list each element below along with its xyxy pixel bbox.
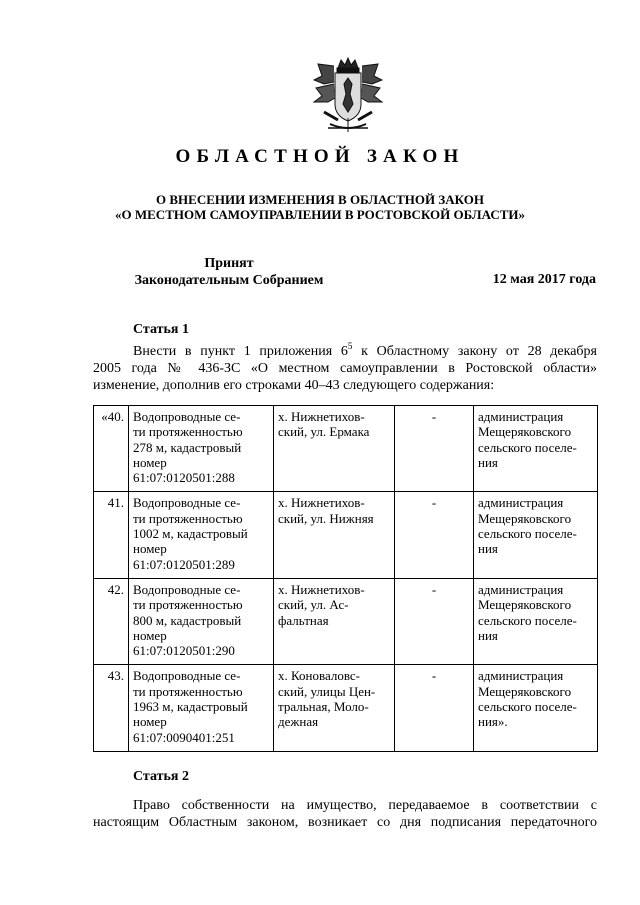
adoption-date: 12 мая 2017 года: [492, 272, 596, 287]
object-description-cell: [129, 665, 274, 751]
article-1-line-3: изменение, дополнив его строками 40–43 следующего содержания:: [93, 378, 495, 393]
dash-cell: -: [395, 406, 474, 492]
owner-line: Мещеряковского: [478, 683, 572, 699]
object-description-cell: [129, 578, 274, 664]
adopted-by: Законодательным Собранием: [134, 273, 324, 288]
owner-line: сельского поселе-: [478, 699, 577, 715]
row-number-cell: 43.: [94, 665, 129, 751]
table-row: [94, 492, 598, 578]
owner-line: сельского поселе-: [478, 439, 577, 455]
object-description-line: Водопроводные се-: [133, 409, 241, 424]
address-cell: [274, 406, 395, 492]
address-line: ский, ул. Ас-: [278, 597, 349, 613]
table-row: [94, 406, 598, 492]
dash-cell: -: [395, 492, 474, 578]
adopted-label: Принят: [204, 256, 254, 271]
article-2-line-2: настоящим Областным законом, возникает со дня подписания передаточного: [93, 815, 597, 830]
object-description-line: номер: [133, 454, 167, 470]
address-line: х. Коноваловс-: [278, 668, 360, 684]
owner-cell: [474, 492, 598, 578]
owner-cell: [474, 578, 598, 664]
owner-line: ния: [478, 454, 498, 470]
object-description-line: 61:07:0120501:290: [133, 643, 235, 659]
dash-cell: -: [395, 578, 474, 664]
object-description-line: номер: [133, 714, 167, 730]
object-description-line: 1963 м, кадастровый: [133, 699, 248, 715]
owner-line: ния: [478, 627, 498, 643]
object-description-line: Водопроводные се-: [133, 581, 241, 597]
object-description-line: 61:07:0120501:289: [133, 556, 235, 572]
object-description-line: ти протяженностью: [133, 424, 243, 440]
article-1-line-2: 2005 года № 436-ЗС «О местном самоуправлении в Ростовской области»: [93, 361, 597, 376]
object-description-cell: [129, 492, 274, 578]
owner-cell: [474, 406, 598, 492]
address-line: ский, ул. Ермака: [278, 424, 370, 440]
article-1-text: [93, 343, 597, 394]
table-row: [94, 665, 598, 751]
owner-line: Мещеряковского: [478, 597, 572, 613]
document-subtitle-line1: О ВНЕСЕНИИ ИЗМЕНЕНИЯ В ОБЛАСТНОЙ ЗАКОН: [156, 192, 484, 207]
address-line: фальтная: [278, 612, 329, 628]
owner-line: администрация: [478, 409, 564, 424]
address-line: х. Нижнетихов-: [278, 581, 365, 597]
object-description-line: 278 м, кадастровый: [133, 439, 242, 455]
adoption-block: [94, 255, 364, 289]
object-description-line: номер: [133, 627, 167, 643]
address-cell: [274, 578, 395, 664]
object-description-line: 61:07:0120501:288: [133, 470, 235, 486]
owner-line: ния».: [478, 714, 508, 730]
article-1-line-1: Внести в пункт 1 приложения $6^5$ к Областному закону от 28 декабря: [133, 341, 597, 359]
document-title: ОБЛАСТНОЙ ЗАКОН: [175, 146, 465, 167]
article-2-line-1: Право собственности на имущество, передаваемое в соответствии с: [133, 798, 597, 813]
object-description-line: Водопроводные се-: [133, 495, 241, 511]
document-subtitle-line2: «О МЕСТНОМ САМОУПРАВЛЕНИИ В РОСТОВСКОЙ ОБЛАСТИ»: [115, 207, 525, 222]
owner-cell: [474, 665, 598, 751]
address-line: ский, ул. Нижняя: [278, 510, 374, 526]
address-line: ский, улицы Цен-: [278, 683, 376, 699]
object-description-cell: [129, 406, 274, 492]
row-number-cell: 42.: [94, 578, 129, 664]
object-description-line: ти протяженностью: [133, 510, 243, 526]
address-line: х. Нижнетихов-: [278, 495, 365, 511]
owner-line: администрация: [478, 668, 564, 684]
article-2-heading: Статья 2: [133, 769, 189, 784]
article-2-text: [93, 797, 597, 831]
owner-line: Мещеряковского: [478, 510, 572, 526]
object-description-line: 800 м, кадастровый: [133, 612, 242, 628]
superscript: 5: [347, 341, 353, 351]
object-description-line: 61:07:0090401:251: [133, 729, 235, 745]
object-description-line: Водопроводные се-: [133, 668, 241, 684]
address-cell: [274, 492, 395, 578]
object-description-line: ти протяженностью: [133, 597, 243, 613]
row-number-cell: «40.: [94, 406, 129, 492]
owner-line: Мещеряковского: [478, 424, 572, 440]
owner-line: сельского поселе-: [478, 526, 577, 542]
coat-of-arms-icon: [307, 54, 389, 136]
owner-line: сельского поселе-: [478, 612, 577, 628]
object-description-line: номер: [133, 541, 167, 557]
table-row: [94, 578, 598, 664]
row-number-cell: 41.: [94, 492, 129, 578]
dash-cell: -: [395, 665, 474, 751]
owner-line: ния: [478, 541, 498, 557]
address-line: дежная: [278, 714, 319, 730]
address-line: х. Нижнетихов-: [278, 409, 365, 424]
object-description-line: 1002 м, кадастровый: [133, 526, 248, 542]
article-1-heading: Статья 1: [133, 322, 189, 337]
address-line: тральная, Моло-: [278, 699, 369, 715]
owner-line: администрация: [478, 581, 564, 597]
address-cell: [274, 665, 395, 751]
object-description-line: ти протяженностью: [133, 683, 243, 699]
property-table: [93, 405, 598, 752]
owner-line: администрация: [478, 495, 564, 511]
